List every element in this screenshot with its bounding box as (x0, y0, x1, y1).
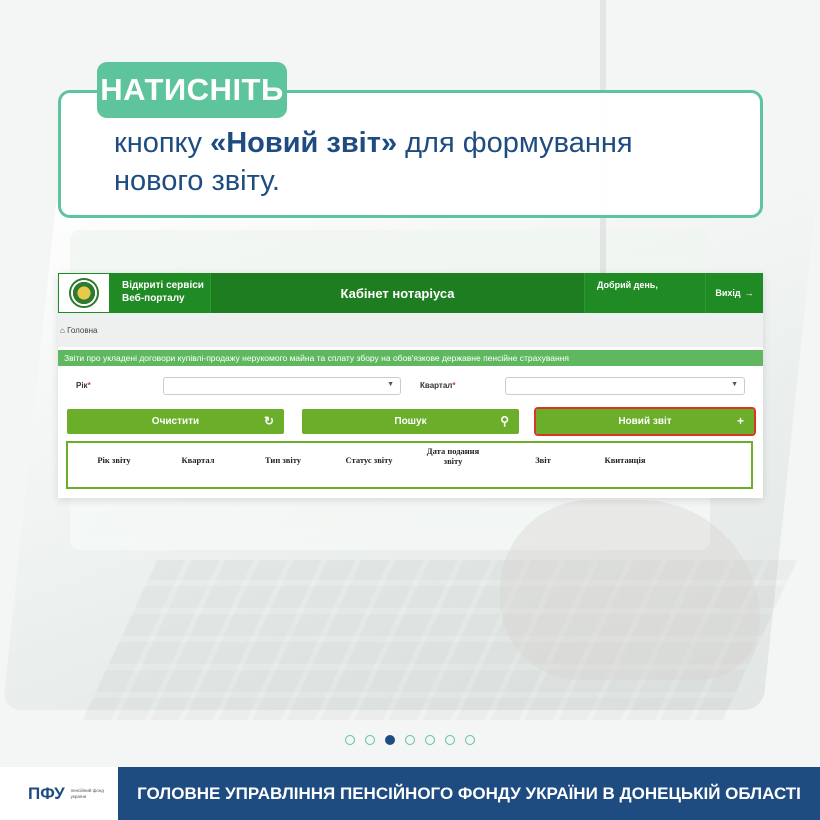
logout-icon: → (744, 288, 754, 298)
quarter-label-text: Квартал (420, 381, 453, 390)
pager-dot[interactable] (345, 735, 355, 745)
app-screenshot (58, 273, 763, 498)
brand-line1: Відкриті сервіси (122, 280, 204, 291)
breadcrumb-home[interactable]: Головна (67, 326, 98, 335)
app-title: Кабінет нотаріуса (210, 273, 585, 313)
year-label-text: Рік (76, 381, 88, 390)
year-label (76, 381, 91, 390)
brand-text (110, 273, 210, 313)
emblem-icon (69, 278, 99, 308)
pager-dot[interactable] (385, 735, 395, 745)
instruction-text-bold: «Новий звіт» (210, 127, 398, 159)
section-title: Звіти про укладені договори купівлі-продажу нерукомого майна та сплату збору на обов'язкове державне пенсійне страхування (58, 350, 763, 366)
pager-dot[interactable] (465, 735, 475, 745)
quarter-label (420, 381, 456, 390)
instruction-text-before: кнопку (114, 127, 211, 159)
pfu-logo-sub: пенсійний фонд україни (70, 787, 104, 799)
logout-label: Вихід (715, 288, 741, 298)
column-header[interactable]: Тип звіту (264, 455, 302, 465)
instruction-text-after: для формування нового звіту. (114, 127, 633, 197)
app-header (58, 273, 763, 313)
column-header[interactable]: Рік звіту (97, 455, 131, 465)
logout-button[interactable] (705, 273, 763, 313)
instruction-tag: НАТИСНІТЬ (97, 62, 287, 118)
pager-dot[interactable] (425, 735, 435, 745)
chevron-down-icon: ▼ (387, 381, 394, 388)
pager-dot[interactable] (365, 735, 375, 745)
footer-org-name: ГОЛОВНЕ УПРАВЛІННЯ ПЕНСІЙНОГО ФОНДУ УКРАЇНИ В ДОНЕЦЬКІЙ ОБЛАСТІ (118, 767, 820, 820)
pager-dots (345, 735, 475, 745)
clear-button[interactable] (67, 409, 284, 434)
new-report-button[interactable] (536, 409, 754, 434)
search-button[interactable] (302, 409, 519, 434)
reports-table (66, 441, 753, 489)
pfu-logo: ПФУ (28, 783, 65, 803)
footer-logo (0, 767, 118, 820)
clear-button-label: Очистити (151, 416, 200, 427)
required-mark: * (452, 381, 456, 390)
filters-row (58, 373, 763, 397)
brand-line2: Веб-порталу (122, 293, 185, 304)
column-header[interactable]: Квартал (181, 455, 215, 465)
required-mark: * (87, 381, 91, 390)
app-logo[interactable] (58, 273, 110, 313)
greeting: Добрий день, (597, 280, 658, 290)
instruction-text (114, 124, 714, 200)
new-report-button-label: Новий звіт (618, 416, 672, 427)
refresh-icon: ↻ (263, 414, 274, 428)
search-button-label: Пошук (394, 416, 427, 427)
plus-icon: + (736, 414, 744, 428)
home-icon: ⌂ (60, 326, 65, 335)
pager-dot[interactable] (445, 735, 455, 745)
column-header[interactable]: Звіт (535, 455, 551, 465)
breadcrumb (58, 313, 763, 347)
chevron-down-icon: ▼ (731, 381, 738, 388)
year-select[interactable] (163, 377, 401, 395)
column-header[interactable]: Статус звіту (345, 455, 393, 465)
pager-dot[interactable] (405, 735, 415, 745)
search-icon: ⚲ (500, 414, 509, 428)
column-header[interactable]: Дата подання звіту (426, 446, 480, 466)
column-header[interactable]: Квитанція (604, 455, 646, 465)
quarter-select[interactable] (505, 377, 745, 395)
